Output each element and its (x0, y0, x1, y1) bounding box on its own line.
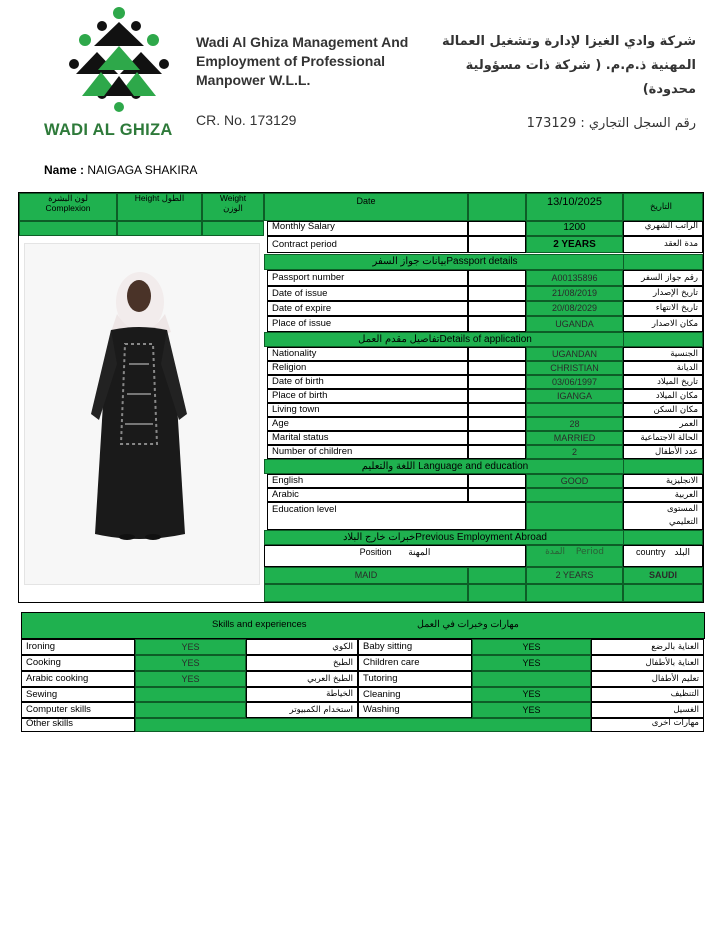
application-label: Date of birth (267, 375, 468, 389)
application-ar: تاريخ الميلاد (623, 375, 703, 389)
name-label: Name : (44, 163, 85, 177)
application-spacer (468, 361, 526, 375)
application-header-spacer (623, 332, 703, 347)
skill-left-label: Computer skills (21, 702, 135, 718)
skills-header-en: Skills and experiences (212, 619, 307, 630)
position-en: Position (359, 547, 392, 557)
passport-value: A00135896 (526, 270, 623, 286)
application-ar: الديانة (623, 361, 703, 375)
country-ar: البلد (674, 548, 691, 558)
date-label: Date (264, 193, 468, 221)
country-en: country (635, 547, 666, 557)
skill-right-value (472, 671, 591, 687)
employment-blank-3 (526, 584, 623, 602)
skill-left-value: YES (135, 655, 246, 671)
passport-ar: مكان الاصدار (623, 316, 703, 332)
language-ar: العربية (623, 488, 703, 502)
applicant-name (44, 163, 197, 177)
passport-label: Passport number (267, 270, 468, 286)
skill-left-value (135, 702, 246, 718)
skill-left-label: Sewing (21, 687, 135, 702)
employment-blank-2 (468, 584, 526, 602)
application-spacer (468, 375, 526, 389)
language-label: Arabic (267, 488, 468, 502)
company-name-ar (440, 30, 696, 102)
employment-blank-4 (623, 584, 703, 602)
employment-header: خبرات خارج البلادPrevious Employment Abroad (264, 530, 626, 545)
application-label: Marital status (267, 431, 468, 445)
period-en: Period (575, 547, 604, 557)
skill-left-ar: الطبخ العربي (246, 671, 358, 687)
education-ar-line2: التعليمي (669, 517, 698, 527)
period-ar: المدة (545, 547, 565, 557)
company-name-ar-line1: شركة وادي الغيزا لإدارة وتشغيل العمالة (441, 34, 696, 49)
other-skills-label: Other skills (21, 718, 135, 732)
skill-left-ar: استخدام الكمبيوتر (246, 702, 358, 718)
complexion-ar: لون البشرة (48, 193, 88, 203)
application-ar: مكان الميلاد (623, 389, 703, 403)
education-ar (623, 502, 703, 530)
complexion-en: Complexion (45, 202, 91, 213)
education-ar-line1: المستوى (666, 504, 698, 514)
employment-blank-1 (264, 584, 468, 602)
company-name-en-line2: Employment of Professional (196, 53, 386, 69)
employment-position-value: MAID (264, 567, 468, 584)
language-header-spacer (623, 459, 703, 474)
company-logo (64, 4, 174, 116)
skill-left-value: YES (135, 639, 246, 655)
passport-value: 21/08/2019 (526, 286, 623, 301)
cr-number-ar: رقم السجل التجاري : 173129 (526, 116, 696, 131)
position-header (264, 545, 526, 567)
company-name-en (196, 33, 436, 90)
skill-left-label: Arabic cooking (21, 671, 135, 687)
company-name-ar-line3: محدودة) (642, 82, 696, 97)
passport-ar: رقم جواز السفر (623, 270, 703, 286)
company-name-ar-line2: المهنية ذ.م.م. ( شركة ذات مسؤولية (465, 58, 696, 73)
skill-right-value: YES (472, 655, 591, 671)
date-value: 13/10/2025 (526, 193, 623, 221)
skill-left-ar: الكوي (246, 639, 358, 655)
application-value: 28 (526, 417, 623, 431)
passport-spacer (468, 270, 526, 286)
skill-left-value (135, 687, 246, 702)
contract-ar: مدة العقد (623, 236, 703, 253)
application-spacer (468, 389, 526, 403)
application-label: Place of birth (267, 389, 468, 403)
skills-header-ar: مهارات وخبرات في العمل (417, 619, 519, 630)
skills-header (21, 612, 705, 639)
application-label: Religion (267, 361, 468, 375)
language-spacer (468, 488, 526, 502)
application-ar: العمر (623, 417, 703, 431)
other-skills-ar: مهارات أخرى (591, 718, 704, 732)
skill-right-ar: التنظيف (591, 687, 704, 702)
application-label: Living town (267, 403, 468, 417)
language-ar: الانجليزية (623, 474, 703, 488)
employment-period-value: 2 YEARS (526, 567, 623, 584)
application-value: UGANDAN (526, 347, 623, 361)
education-value (526, 502, 623, 530)
application-value: IGANGA (526, 389, 623, 403)
skill-right-value: YES (472, 687, 591, 702)
passport-label: Date of expire (267, 301, 468, 316)
education-label: Education level (267, 502, 526, 530)
application-header: تفاصيل مقدم العملDetails of application (264, 332, 626, 347)
passport-label: Place of issue (267, 316, 468, 332)
language-value (526, 488, 623, 502)
weight-value (202, 221, 264, 236)
contract-spacer (468, 236, 526, 253)
skill-right-ar: الغسيل (591, 702, 704, 718)
company-name-en-line3: Manpower W.L.L. (196, 72, 311, 88)
contract-value: 2 YEARS (526, 236, 623, 253)
passport-header: بيانات جواز السفرPassport details (264, 254, 626, 270)
applicant-photo (24, 243, 260, 585)
logo-emblem-icon (64, 4, 174, 116)
cr-number-en: CR. No. 173129 (196, 112, 297, 128)
skill-right-label: Washing (358, 702, 472, 718)
application-ar: عدد الأطفال (623, 445, 703, 459)
passport-value: 20/08/2029 (526, 301, 623, 316)
skill-right-label: Children care (358, 655, 472, 671)
height-header: Height الطول (117, 193, 202, 221)
skill-left-label: Cooking (21, 655, 135, 671)
salary-ar: الراتب الشهري (623, 221, 703, 236)
weight-header (202, 193, 264, 221)
application-label: Nationality (267, 347, 468, 361)
application-label: Number of children (267, 445, 468, 459)
date-ar: التاريخ (623, 193, 703, 221)
skill-right-label: Cleaning (358, 687, 472, 702)
skill-right-ar: العناية بالأطفال (591, 655, 704, 671)
weight-ar: الوزن (223, 202, 243, 213)
application-spacer (468, 403, 526, 417)
skill-right-label: Tutoring (358, 671, 472, 687)
application-ar: الحالة الاجتماعية (623, 431, 703, 445)
application-value: 2 (526, 445, 623, 459)
application-value: MARRIED (526, 431, 623, 445)
period-header (526, 545, 623, 567)
complexion-header (19, 193, 117, 221)
skill-left-value: YES (135, 671, 246, 687)
passport-ar: تاريخ الإصدار (623, 286, 703, 301)
skill-right-ar: العناية بالرضع (591, 639, 704, 655)
other-skills-value (135, 718, 591, 732)
skill-right-label: Baby sitting (358, 639, 472, 655)
weight-en: Weight (219, 193, 247, 203)
salary-value: 1200 (526, 221, 623, 236)
skill-right-value: YES (472, 639, 591, 655)
application-spacer (468, 347, 526, 361)
skill-left-label: Ironing (21, 639, 135, 655)
complexion-value (19, 221, 117, 236)
application-ar: مكان السكن (623, 403, 703, 417)
passport-spacer (468, 316, 526, 332)
passport-spacer (468, 301, 526, 316)
passport-spacer (468, 286, 526, 301)
height-value (117, 221, 202, 236)
salary-spacer (468, 221, 526, 236)
application-value: CHRISTIAN (526, 361, 623, 375)
application-label: Age (267, 417, 468, 431)
passport-ar: تاريخ الانتهاء (623, 301, 703, 316)
application-ar: الجنسية (623, 347, 703, 361)
application-spacer (468, 445, 526, 459)
application-value (526, 403, 623, 417)
salary-label: Monthly Salary (267, 221, 468, 236)
language-spacer (468, 474, 526, 488)
application-value: 03/06/1997 (526, 375, 623, 389)
application-spacer (468, 431, 526, 445)
passport-value: UGANDA (526, 316, 623, 332)
employment-header-spacer (623, 530, 703, 545)
name-value: NAIGAGA SHAKIRA (87, 163, 198, 177)
language-value: GOOD (526, 474, 623, 488)
country-header (623, 545, 703, 567)
employment-spacer (468, 567, 526, 584)
employment-country-value: SAUDI (623, 567, 703, 584)
person-figure-icon (25, 244, 261, 586)
company-name-en-line1: Wadi Al Ghiza Management And (196, 34, 409, 50)
skill-right-value: YES (472, 702, 591, 718)
language-header: اللغة والتعليم Language and education (264, 459, 626, 474)
skill-left-ar: الخياطة (246, 687, 358, 702)
skill-left-ar: الطبخ (246, 655, 358, 671)
date-spacer (468, 193, 526, 221)
contract-label: Contract period (267, 236, 468, 253)
language-label: English (267, 474, 468, 488)
passport-header-spacer (623, 254, 703, 270)
position-ar: المهنة (408, 547, 431, 557)
passport-label: Date of issue (267, 286, 468, 301)
application-spacer (468, 417, 526, 431)
skill-right-ar: تعليم الأطفال (591, 671, 704, 687)
logo-brand-text: WADI AL GHIZA (44, 121, 173, 139)
